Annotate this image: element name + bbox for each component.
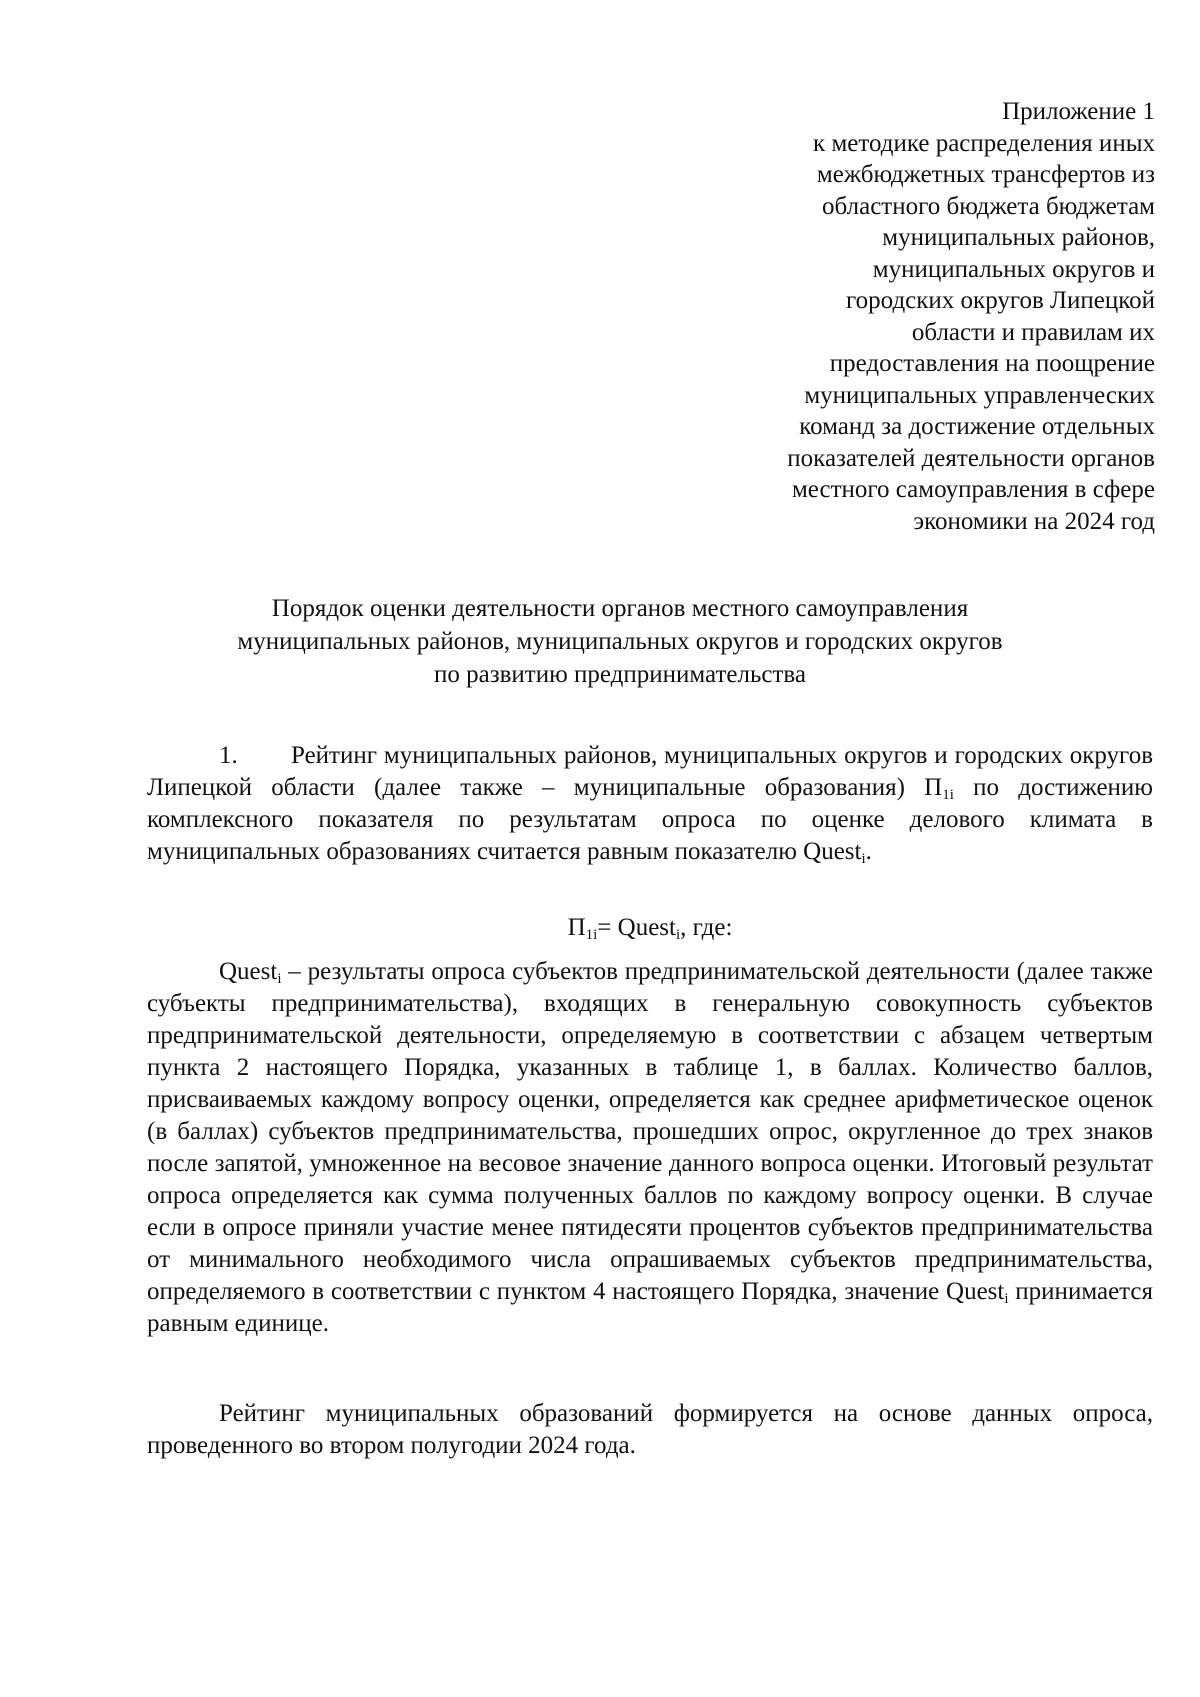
- term: Quest: [219, 958, 278, 985]
- subscript: 1i: [942, 787, 954, 803]
- annex-line: показателей деятельности органов: [787, 444, 1155, 472]
- annex-line: Приложение 1: [1002, 98, 1155, 125]
- title-line: по развитию предпринимательства: [434, 661, 806, 688]
- subscript: i: [675, 927, 681, 943]
- annex-line: муниципальных округов и: [872, 255, 1155, 283]
- document-title: [140, 592, 1100, 691]
- annex-line: предоставления на поощрение: [829, 350, 1155, 377]
- formula-tail: , где:: [680, 914, 733, 941]
- annex-line: местного самоуправления в сфере: [791, 476, 1155, 503]
- paragraph-quest-definition: [147, 956, 1153, 1340]
- formula: [147, 912, 1153, 944]
- formula-rhs: = Quest: [597, 914, 676, 941]
- subscript: 1i: [585, 927, 598, 943]
- paragraph-text: по достижению комплексного показателя по результатам опроса по оценке делового климата в муниципальных образованиях считается равным показателю Quest: [147, 774, 1153, 865]
- annex-line: муниципальных управленческих: [804, 381, 1155, 409]
- paragraph-text: Рейтинг муниципальных районов, муниципальных округов и городских округов Липецкой области (далее также – муниципальные образования) П: [147, 742, 1153, 801]
- annex-line: муниципальных районов,: [882, 224, 1155, 251]
- title-line: муниципальных районов, муниципальных округов и городских округов: [237, 628, 1003, 655]
- formula-lhs: П: [567, 914, 586, 941]
- annex-line: команд за достижение отдельных: [799, 413, 1155, 440]
- annex-header: [635, 96, 1155, 537]
- annex-line: к методике распределения иных: [813, 129, 1155, 157]
- annex-line: экономики на 2024 год: [913, 507, 1155, 535]
- paragraph-number: 1.: [219, 742, 238, 769]
- paragraph-rating: Рейтинг муниципальных образований формируется на основе данных опроса, проведенного во втором полугодии 2024 года.: [147, 1400, 1153, 1459]
- paragraph-1: [147, 740, 1153, 868]
- annex-line: области и правилам их: [911, 318, 1155, 346]
- annex-line: городских округов Липецкой: [846, 287, 1155, 314]
- subscript: i: [277, 971, 282, 987]
- paragraph-text: принимается равным единице.: [147, 1278, 1153, 1337]
- annex-line: межбюджетных трансфертов из: [816, 161, 1155, 188]
- subscript: i: [1004, 1291, 1009, 1307]
- subscript: i: [861, 851, 866, 867]
- paragraph-text: – результаты опроса субъектов предпринимательской деятельности (далее также субъекты предпринимательства), входящих в генеральную совокупность субъектов предпринимательской деятельности, определяемую в соответствии с абзацем четвертым пункта 2 настоящего Порядка, указанных в таблице 1, в баллах. Количество баллов, присваиваемых каждому вопросу оценки, определяется как среднее арифметическое оценок (в баллах) субъектов предпринимательства, прошедших опрос, округленное до трех знаков после запятой, умноженное на весовое значение данного вопроса оценки. Итоговый результат опроса определяется как сумма полученных баллов по каждому вопросу оценки. В случае если в опросе приняли участие менее пятидесяти процентов субъектов предпринимательства от минимального необходимого числа опрашиваемых субъектов предпринимательства, определяемого в соответствии с пунктом 4 настоящего Порядка, значение Quest: [147, 958, 1153, 1305]
- paragraph-text: .: [865, 838, 872, 865]
- title-line: Порядок оценки деятельности органов местного самоуправления: [271, 595, 969, 622]
- annex-line: областного бюджета бюджетам: [822, 192, 1155, 220]
